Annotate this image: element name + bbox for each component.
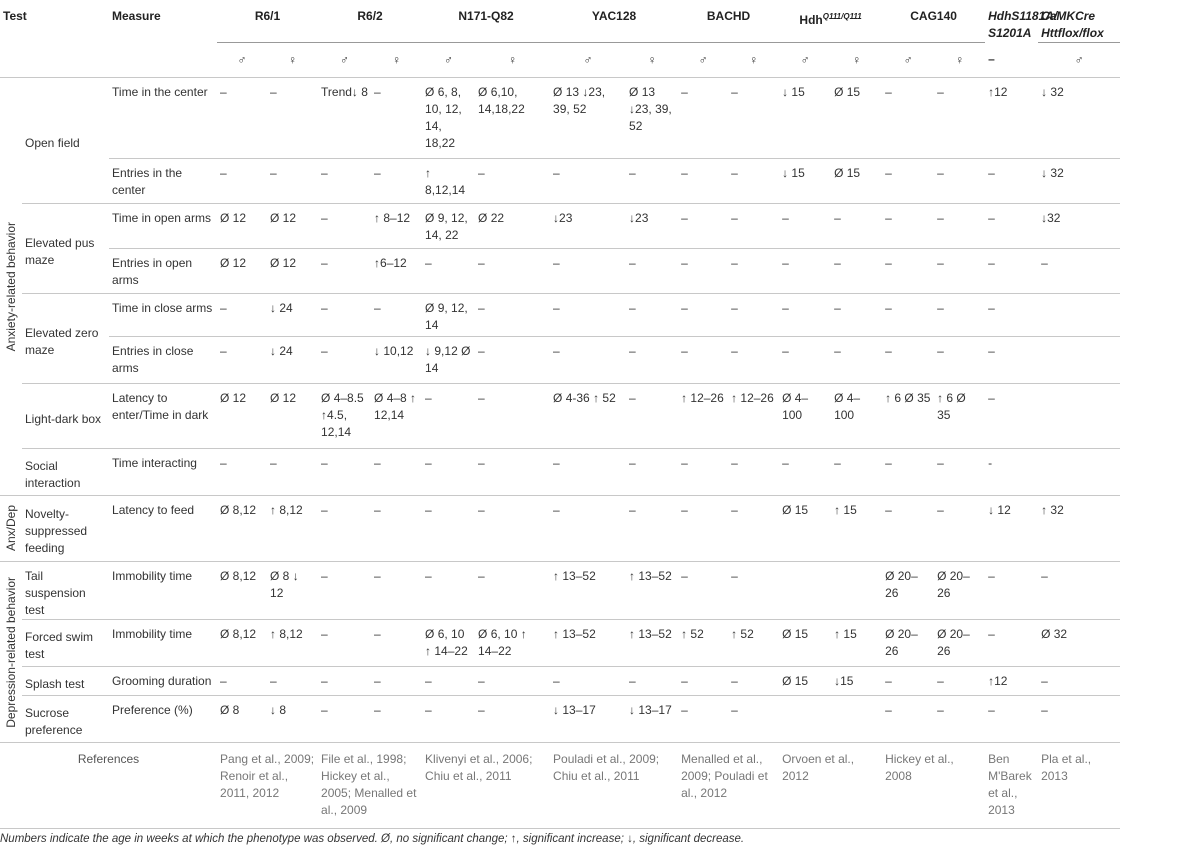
value-cell: – — [728, 337, 779, 384]
measure-cell: Entries in close arms — [109, 337, 217, 384]
value-cell: – — [728, 249, 779, 294]
value-cell: – — [475, 337, 550, 384]
value-cell: – — [934, 78, 985, 159]
value-cell: Ø 8,12 — [217, 562, 267, 620]
footnote: Numbers indicate the age in weeks at which the phenotype was observed. Ø, no significant change; ↑, significant increase; ↓, significant decrease. — [0, 833, 745, 845]
test-name: Social interaction — [22, 449, 109, 496]
value-cell: – — [422, 449, 475, 496]
value-cell: – — [678, 159, 728, 204]
value-cell: – — [371, 159, 422, 204]
value-cell: ↓ 24 — [267, 294, 318, 337]
value-cell: Ø 4–100 — [779, 384, 831, 449]
value-cell: Ø 13 ↓23, 39, 52 — [626, 78, 678, 159]
value-cell: – — [985, 562, 1038, 620]
value-cell: – — [934, 159, 985, 204]
value-cell: – — [217, 337, 267, 384]
sex-male: ♂ — [678, 43, 728, 78]
sex-male: ♂ — [779, 43, 831, 78]
value-cell: – — [934, 294, 985, 337]
value-cell: – — [318, 562, 371, 620]
value-cell: – — [318, 667, 371, 696]
value-cell — [831, 696, 882, 743]
measure-cell: Time in close arms — [109, 294, 217, 337]
value-cell: Ø 4–100 — [831, 384, 882, 449]
value-cell: – — [371, 562, 422, 620]
sex-male: ♂ — [882, 43, 934, 78]
value-cell: – — [728, 496, 779, 562]
value-cell: – — [318, 449, 371, 496]
reference-cell: Menalled et al., 2009; Pouladi et al., 2012 — [678, 743, 779, 829]
header-hdh — [779, 0, 882, 43]
value-cell: ↓23 — [550, 204, 626, 249]
value-cell: Ø 15 — [779, 496, 831, 562]
value-cell: – — [728, 294, 779, 337]
value-cell: – — [475, 159, 550, 204]
value-cell: ↓32 — [1038, 204, 1120, 249]
value-cell: – — [779, 337, 831, 384]
table-row — [0, 204, 1198, 249]
value-cell: – — [985, 159, 1038, 204]
measure-cell: Immobility time — [109, 620, 217, 667]
measure-cell: Latency to enter/Time in dark — [109, 384, 217, 449]
value-cell: – — [934, 337, 985, 384]
value-cell: Ø 9, 12, 14 — [422, 294, 475, 337]
header-n171: N171-Q82 — [458, 9, 514, 23]
value-cell: ↑ 52 — [678, 620, 728, 667]
value-cell: Ø 22 — [475, 204, 550, 249]
value-cell: ↓ 13–17 — [626, 696, 678, 743]
measure-cell: Time in open arms — [109, 204, 217, 249]
header-cag140: CAG140 — [910, 9, 957, 23]
value-cell: – — [882, 78, 934, 159]
value-cell: – — [1038, 249, 1120, 294]
value-cell: Ø 4–8 ↑ 12,14 — [371, 384, 422, 449]
measure-cell: Entries in the center — [109, 159, 217, 204]
value-cell: Ø 20–26 — [882, 620, 934, 667]
category-label — [0, 496, 22, 562]
value-cell: – — [779, 294, 831, 337]
value-cell — [779, 696, 831, 743]
value-cell: ↑ 13–52 — [626, 620, 678, 667]
header-row — [0, 0, 1198, 43]
value-cell: ↑ 6 Ø 35 — [882, 384, 934, 449]
value-cell: – — [985, 204, 1038, 249]
value-cell: – — [550, 159, 626, 204]
value-cell: ↑ 52 — [728, 620, 779, 667]
value-cell: – — [267, 159, 318, 204]
value-cell: Ø 4-36 ↑ 52 — [550, 384, 626, 449]
value-cell: – — [371, 294, 422, 337]
value-cell: – — [318, 337, 371, 384]
value-cell: – — [779, 249, 831, 294]
value-cell: – — [626, 667, 678, 696]
value-cell: – — [934, 667, 985, 696]
sex-male: ♂ — [422, 43, 475, 78]
value-cell: – — [934, 204, 985, 249]
value-cell: – — [882, 204, 934, 249]
value-cell: – — [318, 696, 371, 743]
value-cell: – — [318, 249, 371, 294]
value-cell: – — [728, 159, 779, 204]
value-cell: ↑12 — [985, 78, 1038, 159]
test-name: Open field — [22, 78, 109, 204]
sex-row — [0, 43, 1198, 78]
reference-cell: Ben M'Barek et al., 2013 — [985, 743, 1038, 829]
value-cell: – — [475, 562, 550, 620]
value-cell — [1038, 337, 1120, 384]
reference-cell: Orvoen et al., 2012 — [779, 743, 882, 829]
value-cell: Ø 15 — [831, 78, 882, 159]
value-cell: – — [550, 337, 626, 384]
value-cell: – — [475, 496, 550, 562]
reference-cell: Hickey et al., 2008 — [882, 743, 985, 829]
measure-cell: Time in the center — [109, 78, 217, 159]
reference-cell: File et al., 1998; Hickey et al., 2005; Menalled et al., 2009 — [318, 743, 422, 829]
value-cell: – — [422, 562, 475, 620]
value-cell: – — [678, 204, 728, 249]
value-cell: – — [728, 696, 779, 743]
value-cell: Ø 12 — [217, 249, 267, 294]
value-cell: – — [678, 667, 728, 696]
value-cell: Ø 12 — [217, 204, 267, 249]
value-cell: – — [371, 78, 422, 159]
value-cell: ↑ 8–12 — [371, 204, 422, 249]
table-row — [0, 696, 1198, 743]
value-cell: – — [678, 78, 728, 159]
value-cell: Ø 6, 10 ↑ 14–22 — [475, 620, 550, 667]
reference-cell: Klivenyi et al., 2006; Chiu et al., 2011 — [422, 743, 550, 829]
sex-female: ♀ — [626, 43, 678, 78]
value-cell: Ø 15 — [779, 620, 831, 667]
value-cell: – — [371, 496, 422, 562]
header-camk: CaMKCre Httflox/flox — [1041, 9, 1104, 40]
value-cell: – — [217, 78, 267, 159]
sex-female: ♀ — [475, 43, 550, 78]
value-cell: – — [882, 337, 934, 384]
sex-female: ♀ — [831, 43, 882, 78]
value-cell: ↑ 13–52 — [550, 562, 626, 620]
value-cell: – — [882, 696, 934, 743]
value-cell: – — [831, 294, 882, 337]
value-cell: Ø 9, 12, 14, 22 — [422, 204, 475, 249]
value-cell — [1038, 384, 1120, 449]
value-cell: – — [475, 384, 550, 449]
value-cell: – — [831, 249, 882, 294]
value-cell: – — [267, 78, 318, 159]
value-cell: – — [217, 294, 267, 337]
value-cell: ↑ 12–26 — [678, 384, 728, 449]
value-cell: – — [422, 384, 475, 449]
value-cell: Ø 12 — [267, 384, 318, 449]
sex-dash: – — [988, 52, 995, 67]
table-row — [0, 562, 1198, 620]
value-cell: – — [626, 159, 678, 204]
value-cell: – — [550, 249, 626, 294]
test-name: Light-dark box — [22, 384, 109, 449]
value-cell: – — [779, 449, 831, 496]
value-cell: – — [475, 294, 550, 337]
value-cell: – — [728, 204, 779, 249]
value-cell: – — [678, 337, 728, 384]
reference-cell: Pla et al., 2013 — [1038, 743, 1120, 829]
value-cell: – — [934, 249, 985, 294]
value-cell: Ø 6, 8, 10, 12, 14, 18,22 — [422, 78, 475, 159]
value-cell: – — [371, 620, 422, 667]
value-cell: – — [626, 449, 678, 496]
category-text: Anxiety-related behavior — [3, 221, 18, 352]
value-cell: Ø 15 — [779, 667, 831, 696]
value-cell: – — [217, 667, 267, 696]
value-cell: ↓ 15 — [779, 159, 831, 204]
value-cell: ↓23 — [626, 204, 678, 249]
header-test: Test — [3, 9, 27, 23]
value-cell — [1038, 294, 1120, 337]
value-cell: – — [934, 496, 985, 562]
value-cell: – — [1038, 562, 1120, 620]
value-cell — [1038, 449, 1120, 496]
value-cell: - — [985, 449, 1038, 496]
value-cell: Ø 20–26 — [934, 562, 985, 620]
category-label — [0, 562, 22, 743]
value-cell: Ø 6, 10 ↑ 14–22 — [422, 620, 475, 667]
header-r6-2: R6/2 — [357, 9, 383, 23]
test-name: Tail suspension test — [22, 562, 109, 620]
value-cell: ↓ 13–17 — [550, 696, 626, 743]
value-cell: Ø 13 ↓23, 39, 52 — [550, 78, 626, 159]
table-row — [0, 667, 1198, 696]
value-cell: – — [882, 449, 934, 496]
value-cell: – — [1038, 696, 1120, 743]
value-cell: – — [550, 496, 626, 562]
value-cell: – — [550, 294, 626, 337]
value-cell: – — [882, 496, 934, 562]
table-row — [0, 159, 1198, 204]
value-cell: Trend↓ 8 — [318, 78, 371, 159]
references-row — [0, 743, 1198, 829]
sex-female: ♀ — [934, 43, 985, 78]
sex-male: ♂ — [550, 43, 626, 78]
value-cell: – — [678, 562, 728, 620]
value-cell: Ø 8,12 — [217, 620, 267, 667]
table-row — [0, 294, 1198, 337]
value-cell: – — [882, 667, 934, 696]
value-cell: – — [678, 496, 728, 562]
value-cell: – — [422, 696, 475, 743]
header-hdh-sup: Q111/Q111 — [822, 12, 862, 21]
value-cell: – — [267, 449, 318, 496]
value-cell: – — [626, 337, 678, 384]
reference-cell: Pang et al., 2009; Renoir et al., 2011, 2012 — [217, 743, 318, 829]
sex-male: ♂ — [1038, 43, 1120, 78]
test-name: Novelty-suppressed feeding — [22, 496, 109, 562]
value-cell: – — [678, 449, 728, 496]
value-cell: ↓ 24 — [267, 337, 318, 384]
value-cell: Ø 8,12 — [217, 496, 267, 562]
value-cell: Ø 8 — [217, 696, 267, 743]
value-cell: – — [728, 562, 779, 620]
value-cell: ↓ 8 — [267, 696, 318, 743]
category-label — [0, 78, 22, 496]
table-row — [0, 78, 1198, 159]
value-cell — [779, 562, 831, 620]
table-row — [0, 249, 1198, 294]
value-cell: – — [626, 496, 678, 562]
value-cell — [831, 562, 882, 620]
value-cell: – — [934, 449, 985, 496]
value-cell: – — [217, 449, 267, 496]
value-cell: – — [678, 249, 728, 294]
value-cell: – — [985, 337, 1038, 384]
value-cell: – — [422, 667, 475, 696]
sex-female: ♀ — [371, 43, 422, 78]
value-cell: ↑ 15 — [831, 496, 882, 562]
sex-female: ♀ — [728, 43, 779, 78]
value-cell: – — [550, 449, 626, 496]
value-cell: Ø 12 — [267, 204, 318, 249]
sex-female: ♀ — [267, 43, 318, 78]
table-row — [0, 449, 1198, 496]
value-cell: – — [626, 294, 678, 337]
value-cell: – — [318, 294, 371, 337]
header-hdhs: HdhS1181A/ S1201A — [988, 9, 1058, 40]
value-cell: – — [678, 696, 728, 743]
value-cell: – — [728, 78, 779, 159]
value-cell: – — [371, 449, 422, 496]
measure-cell: Entries in open arms — [109, 249, 217, 294]
value-cell: – — [626, 249, 678, 294]
value-cell: ↑ 8,12 — [267, 496, 318, 562]
value-cell: – — [318, 204, 371, 249]
test-name: Forced swim test — [22, 620, 109, 667]
sex-male: ♂ — [318, 43, 371, 78]
value-cell: ↓ 15 — [779, 78, 831, 159]
value-cell: Ø 4–8.5 ↑4.5, 12,14 — [318, 384, 371, 449]
value-cell: – — [882, 249, 934, 294]
reference-cell: Pouladi et al., 2009; Chiu et al., 2011 — [550, 743, 678, 829]
value-cell: – — [267, 667, 318, 696]
value-cell: – — [831, 337, 882, 384]
value-cell: – — [217, 159, 267, 204]
value-cell: – — [779, 204, 831, 249]
value-cell: – — [371, 696, 422, 743]
value-cell: – — [475, 249, 550, 294]
value-cell: – — [728, 449, 779, 496]
value-cell: Ø 12 — [267, 249, 318, 294]
value-cell: – — [678, 294, 728, 337]
header-hdh-base: Hdh — [799, 13, 823, 27]
value-cell: – — [985, 249, 1038, 294]
value-cell: Ø 32 — [1038, 620, 1120, 667]
value-cell: – — [626, 384, 678, 449]
value-cell: – — [934, 696, 985, 743]
measure-cell: Latency to feed — [109, 496, 217, 562]
value-cell: ↓ 32 — [1038, 159, 1120, 204]
value-cell: – — [985, 696, 1038, 743]
measure-cell: Grooming duration — [109, 667, 217, 696]
references-label: References — [0, 743, 217, 829]
value-cell: – — [371, 667, 422, 696]
value-cell: – — [318, 159, 371, 204]
value-cell: – — [422, 496, 475, 562]
value-cell: ↓ 10,12 — [371, 337, 422, 384]
measure-cell: Time interacting — [109, 449, 217, 496]
value-cell: – — [985, 294, 1038, 337]
test-name: Elevated pus maze — [22, 204, 109, 294]
value-cell: ↑12 — [985, 667, 1038, 696]
value-cell: ↑6–12 — [371, 249, 422, 294]
header-r6-1: R6/1 — [254, 9, 281, 23]
value-cell: Ø 20–26 — [882, 562, 934, 620]
value-cell: – — [882, 159, 934, 204]
value-cell: ↓ 9,12 Ø 14 — [422, 337, 475, 384]
value-cell: ↑ 8,12 — [267, 620, 318, 667]
value-cell: ↑ 13–52 — [550, 620, 626, 667]
table-body — [0, 78, 1198, 829]
value-cell: Ø 8 ↓ 12 — [267, 562, 318, 620]
value-cell: ↑ 15 — [831, 620, 882, 667]
test-name: Splash test — [22, 667, 109, 696]
value-cell: – — [550, 667, 626, 696]
header-bachd: BACHD — [706, 9, 751, 23]
value-cell: Ø 12 — [217, 384, 267, 449]
value-cell: ↑ 8,12,14 — [422, 159, 475, 204]
value-cell: – — [475, 449, 550, 496]
value-cell: ↓ 32 — [1038, 78, 1120, 159]
sex-male: ♂ — [217, 43, 267, 78]
value-cell: ↑ 6 Ø 35 — [934, 384, 985, 449]
value-cell: – — [985, 384, 1038, 449]
value-cell: ↑ 32 — [1038, 496, 1120, 562]
value-cell: – — [1038, 667, 1120, 696]
value-cell: – — [831, 449, 882, 496]
table-row — [0, 384, 1198, 449]
value-cell: – — [475, 696, 550, 743]
table-row — [0, 337, 1198, 384]
value-cell: Ø 20–26 — [934, 620, 985, 667]
category-text: Depression-related behavior — [3, 576, 18, 728]
header-measure: Measure — [112, 9, 161, 23]
value-cell: ↑ 13–52 — [626, 562, 678, 620]
value-cell: – — [831, 204, 882, 249]
value-cell: ↓ 12 — [985, 496, 1038, 562]
value-cell: Ø 6,10, 14,18,22 — [475, 78, 550, 159]
value-cell: – — [728, 667, 779, 696]
value-cell: – — [318, 620, 371, 667]
value-cell: Ø 15 — [831, 159, 882, 204]
measure-cell: Preference (%) — [109, 696, 217, 743]
value-cell: – — [318, 496, 371, 562]
value-cell: ↓15 — [831, 667, 882, 696]
table-row — [0, 620, 1198, 667]
value-cell: – — [475, 667, 550, 696]
test-name: Sucrose preference — [22, 696, 109, 743]
value-cell: – — [985, 620, 1038, 667]
value-cell: – — [422, 249, 475, 294]
value-cell: ↑ 12–26 — [728, 384, 779, 449]
measure-cell: Immobility time — [109, 562, 217, 620]
test-name: Elevated zero maze — [22, 294, 109, 384]
header-yac128: YAC128 — [591, 9, 637, 23]
category-text: Anx/Dep — [3, 505, 18, 552]
value-cell: – — [882, 294, 934, 337]
table-row — [0, 496, 1198, 562]
